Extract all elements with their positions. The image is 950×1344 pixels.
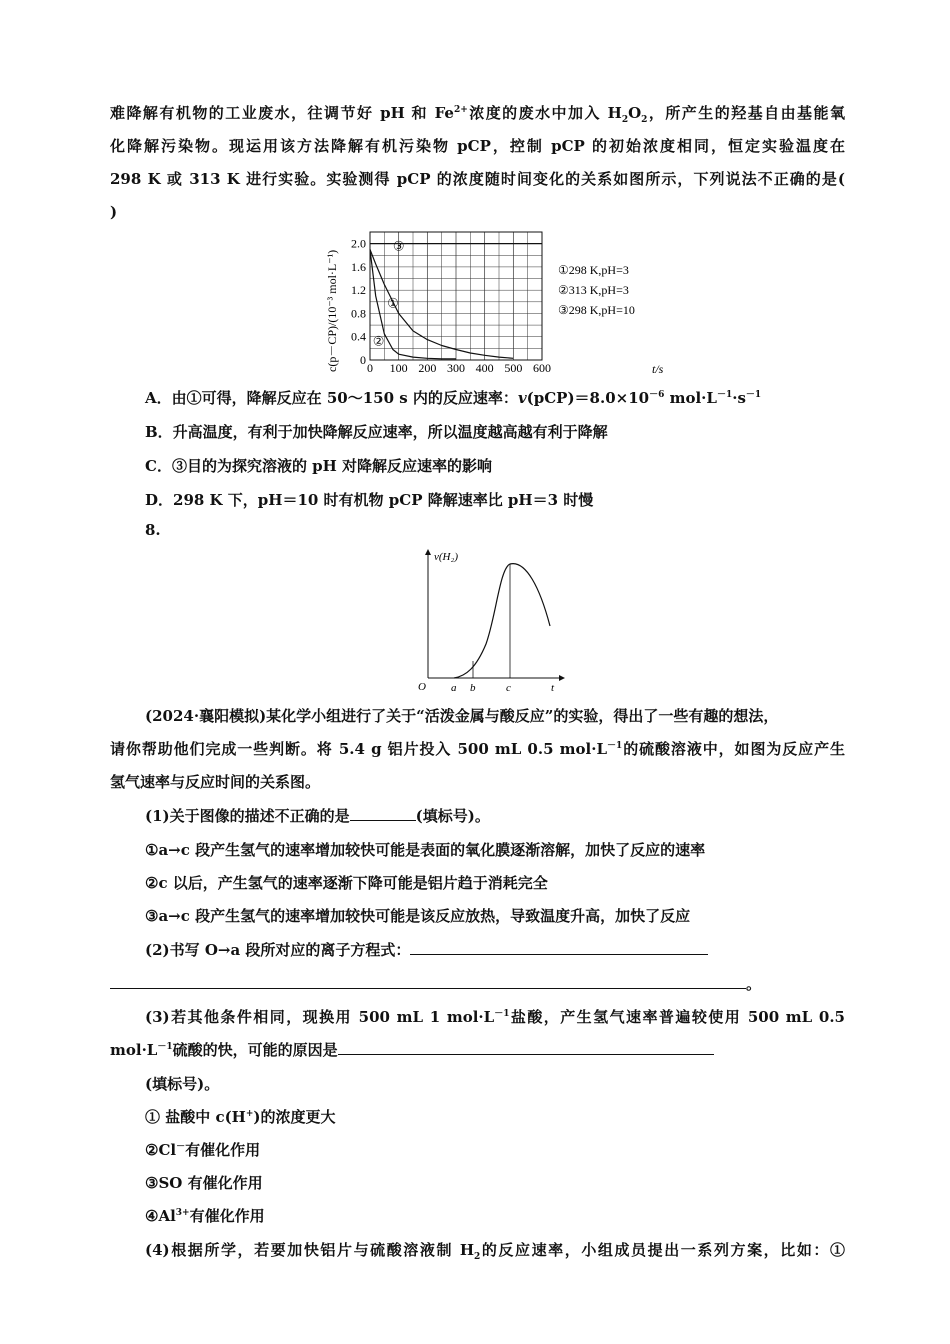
y-axis-label: v(H₂) [434,551,458,563]
chart-legend [558,263,635,317]
y-tick-label: 1.6 [351,259,366,274]
option-d: D．298 K 下，pH＝10 时有机物 pCP 降解速率比 pH＝3 时慢 [145,491,594,509]
answer-blank-2b[interactable] [110,972,746,989]
legend-entry-1: ①298 K,pH=3 [558,263,629,277]
q2-answer-line: 。 [110,968,845,1001]
option-b: B．升高温度，有利于加快降解反应速率，所以温度越高越有利于降解 [145,423,608,441]
rate-curve [454,564,550,678]
y-tick-label: 0.8 [351,306,366,321]
option-a: A．由①可得，降解反应在 50～150 s 内的反应速率：$v(pCP)=8.0\times 10^{-6}$ $mol\cdot L^{-1}\cdot s^{-1}$ [145,389,762,407]
q3-option-2: ②Cl－有催化作用 [145,1141,261,1159]
intro-line-3: 298 K 或 313 K 进行实验。实验测得 pCP 的浓度随时间变化的关系如图所示，下列说法不正确的是( [110,170,845,188]
legend-entry-2: ②313 K,pH=3 [558,283,629,297]
y-tick-label: 0 [360,353,366,367]
series-marker-3: ③ [392,238,405,254]
q1-option-1: ①a→c 段产生氢气的速率增加较快可能是表面的氧化膜逐渐溶解，加快了反应的速率 [145,841,706,859]
intro-line-2: 化降解污染物。现运用该方法降解有机污染物 pCP，控制 pCP 的初始浓度相同，恒定实验温度在 [110,137,845,155]
x-axis-label: t/s [652,362,664,376]
y-axis-label: c(p－CP)/(10⁻³ mol·L⁻¹) [325,249,339,372]
q1-option-2: ②c 以后，产生氢气的速率逐渐下降可能是铝片趋于消耗完全 [145,874,548,892]
q3-line-1: (3)若其他条件相同，现换用 500 mL 1 $mol\cdot L^{-1}$盐酸，产生氢气速率普遍较使用 500 mL 0.5 [145,1008,845,1026]
series-marker-2: ② [372,333,385,349]
point-a-label: a [451,682,457,694]
q4-line-1: (4)根据所学，若要加快铝片与硫酸溶液制 $H_2$的反应速率，小组成员提出一系列方案，比如：① [145,1241,845,1262]
q3-option-1: ① 盐酸中 c(H+)的浓度更大 [145,1108,336,1126]
x-tick-label: 200 [418,361,437,375]
option-c: C．③目的为探究溶液的 pH 对降解反应速率的影响 [145,457,493,475]
q8-line-3: 氢气速率与反应时间的关系图。 [110,773,321,791]
x-tick-label: 300 [447,361,465,375]
pcp-concentration-chart [320,222,680,382]
legend-entry-3: ③298 K,pH=10 [558,303,635,317]
intro-line-4: ) [110,203,118,221]
x-tick-label: 100 [389,361,408,375]
q2-prompt: (2)书写 O→a 段所对应的离子方程式： [145,934,845,967]
x-tick-label: 0 [367,361,373,375]
q3-option-3: ③SO 有催化作用 [145,1174,263,1192]
series-marker-1: ① [387,295,399,311]
q8-line-1: (2024·襄阳模拟)某化学小组进行了关于“活泼金属与酸反应”的实验，得出了一些有趣的想法， [145,707,779,725]
intro-line-1: 难降解有机物的工业废水，往调节好 pH 和 $Fe^{2+}$浓度的废水中加入 $H_2O_2$，所产生的羟基自由基能氧 [110,104,845,125]
q3-line-3: (填标号)。 [145,1075,220,1093]
y-tick-label: 1.2 [351,283,366,298]
answer-blank-2[interactable] [410,938,708,955]
q3-line-2: $mol\cdot L^{-1}$硫酸的快，可能的原因是 [110,1034,845,1067]
point-b-label: b [470,682,476,694]
q8-line-2: 请你帮助他们完成一些判断。将 5.4 g 铝片投入 500 mL 0.5 $mol\cdot L^{-1}$的硫酸溶液中，如图为反应产生 [110,740,845,758]
y-tick-label: 2.0 [351,236,366,251]
q1-option-3: ③a→c 段产生氢气的速率增加较快可能是该反应放热，导致温度升高，加快了反应 [145,907,691,925]
answer-blank-3[interactable] [338,1038,714,1055]
question-number-8: 8. [145,521,161,539]
point-c-label: c [506,682,511,694]
hydrogen-rate-graph [414,544,570,696]
q3-option-4: $④Al^{3+}$有催化作用 [145,1207,265,1225]
t-axis-label: t [551,682,555,694]
x-tick-label: 500 [504,361,523,375]
origin-label: O [418,681,426,693]
x-tick-label: 400 [475,361,494,375]
x-tick-label: 600 [533,361,551,375]
y-tick-label: 0.4 [351,329,366,344]
answer-blank-1[interactable] [350,804,416,821]
q1-prompt: (1)关于图像的描述不正确的是 (填标号)。 [145,800,845,833]
